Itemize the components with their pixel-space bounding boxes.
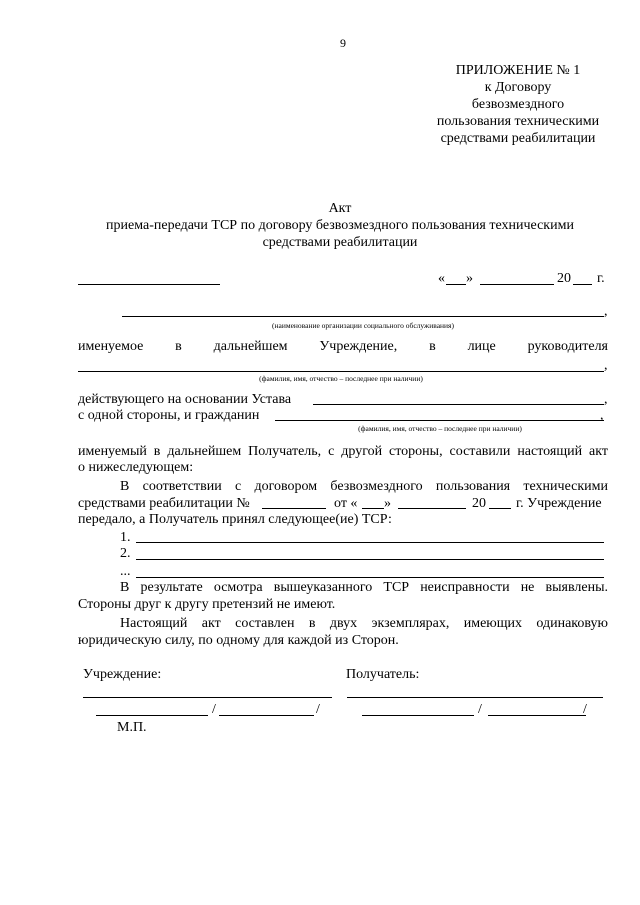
body-line-6: В результате осмотра вышеуказанного ТСР неисправности не выявлены. — [120, 580, 608, 595]
appendix-line-3: безвозмездного — [471, 97, 565, 112]
body-line-1: именуемый в дальнейшем Получатель, с другой стороны, составили настоящий акт — [78, 444, 608, 459]
signature-right-name-blank — [488, 715, 586, 716]
item-2-number: 2. — [120, 546, 131, 561]
appendix-header — [400, 62, 636, 147]
organization-line-comma: , — [604, 304, 608, 319]
body-line-7: Стороны друг к другу претензий не имеют. — [78, 597, 336, 612]
body-line-2: о нижеследующем: — [78, 460, 194, 475]
appendix-line-2: к Договору — [484, 80, 552, 95]
signature-right-label: Получатель: — [346, 667, 420, 682]
appendix-line-4: пользования техническими — [436, 114, 600, 129]
title-line-2: приема-передачи ТСР по договору безвозмездного пользования техническими — [106, 218, 574, 233]
document-title — [60, 200, 620, 251]
date-day-blank — [446, 284, 466, 285]
contract-year-blank — [489, 508, 511, 509]
citizen-blank-line — [275, 420, 604, 421]
date-close-quote: » — [466, 271, 473, 286]
citizen-line-comma: , — [600, 408, 604, 423]
signature-left-slash-2: / — [316, 702, 320, 717]
charter-blank-line — [313, 404, 604, 405]
citizen-fio-caption: (фамилия, имя, отчество – последнее при наличии) — [358, 424, 522, 433]
body-line-4-from: от « — [334, 496, 358, 511]
signature-right-slash-2: / — [583, 702, 587, 717]
body-line-8: Настоящий акт составлен в двух экземплярах, имеющих одинаковую — [120, 616, 608, 631]
date-year-prefix: 20 — [557, 271, 571, 286]
date-year-blank — [573, 284, 592, 285]
signature-right-name-line — [347, 697, 603, 698]
body-line-4-year: 20 — [472, 496, 486, 511]
body-line-3: В соответствии с договором безвозмездного пользования техническими — [120, 479, 608, 494]
signature-left-slash-1: / — [212, 702, 216, 717]
title-line-1: Акт — [328, 201, 352, 216]
body-line-4-end: г. Учреждение — [516, 496, 602, 511]
item-1-blank — [136, 542, 604, 543]
seal-label: М.П. — [117, 720, 147, 735]
signature-right-sign-blank — [362, 715, 474, 716]
organization-blank-line — [122, 316, 604, 317]
body-line-4-close-quote: » — [384, 496, 391, 511]
date-open-quote: « — [438, 271, 445, 286]
title-line-3: средствами реабилитации — [262, 235, 418, 250]
organization-caption: (наименование организации социального обслуживания) — [271, 321, 454, 330]
page-number: 9 — [340, 36, 346, 50]
item-2-blank — [136, 559, 604, 560]
item-3-ellipsis: ... — [120, 564, 131, 579]
item-3-blank — [136, 577, 604, 578]
body-line-9: юридическую силу, по одному для каждой из Сторон. — [78, 633, 399, 648]
appendix-line-1: ПРИЛОЖЕНИЕ № 1 — [455, 63, 581, 78]
acting-on-charter-text: действующего на основании Устава — [78, 392, 292, 407]
signature-right-slash-1: / — [478, 702, 482, 717]
contract-month-blank — [398, 508, 466, 509]
contract-number-blank — [262, 508, 326, 509]
body-line-5: передало, а Получатель принял следующее(ие) ТСР: — [78, 512, 392, 527]
signature-left-org-line — [83, 697, 332, 698]
signature-left-sign-blank — [96, 715, 208, 716]
date-month-blank — [480, 284, 554, 285]
charter-line-comma: , — [604, 392, 608, 407]
director-line-comma: , — [604, 358, 608, 373]
appendix-line-5: средствами реабилитации — [440, 131, 596, 146]
date-year-suffix: г. — [597, 271, 605, 286]
signature-left-name-blank — [219, 715, 314, 716]
body-line-4-start: средствами реабилитации № — [78, 496, 250, 511]
citizen-text: с одной стороны, и гражданин — [78, 408, 260, 423]
contract-day-blank — [362, 508, 384, 509]
signature-left-label: Учреждение: — [83, 667, 162, 682]
director-name-blank-line — [78, 371, 604, 372]
place-blank-line — [78, 284, 220, 285]
director-fio-caption: (фамилия, имя, отчество – последнее при наличии) — [259, 374, 423, 383]
item-1-number: 1. — [120, 530, 131, 545]
named-clause: именуемое в дальнейшем Учреждение, в лице руководителя — [78, 339, 608, 354]
